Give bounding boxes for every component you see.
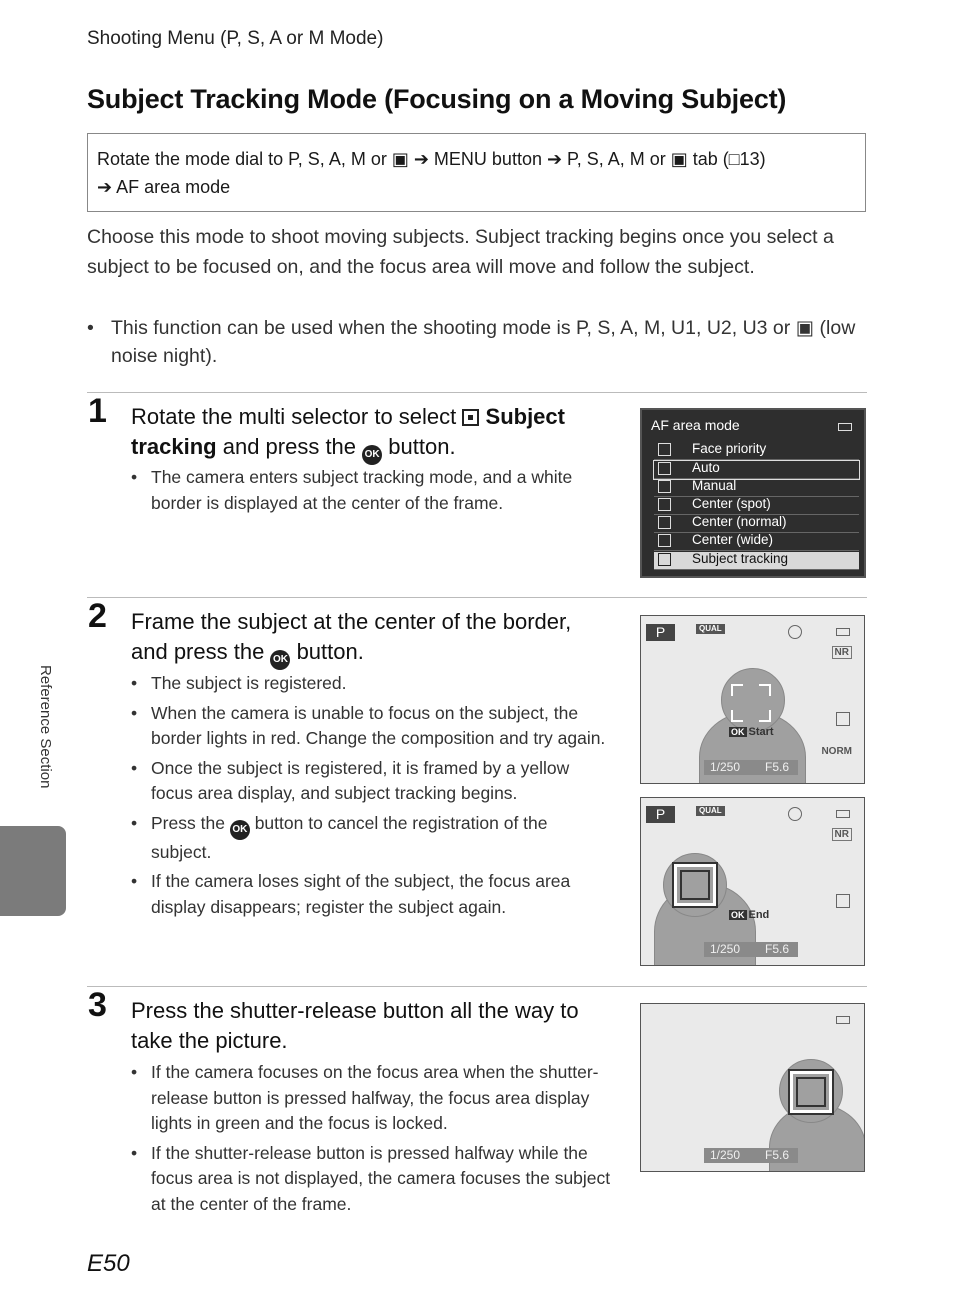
step-3-number: 3 [88, 986, 107, 1024]
menu-item-label: Manual [692, 478, 737, 493]
step-1-heading-post: and press the [222, 434, 357, 459]
af-menu-item-center-normal[interactable] [654, 515, 859, 533]
af-menu-item-center-wide[interactable] [654, 533, 859, 551]
list-item: • The camera enters subject tracking mode, and a white border is displayed at the center of the frame. [131, 465, 611, 516]
focus-area-inner [796, 1077, 826, 1107]
step-2-number: 2 [88, 597, 107, 635]
ok-badge: OK [731, 910, 745, 920]
aperture-value: F5.6 [765, 942, 790, 956]
aperture-value: F5.6 [765, 1148, 790, 1162]
af-menu-item-face-priority[interactable] [654, 442, 859, 460]
step-1-bullets [131, 465, 611, 520]
shutter-speed: 1/250 [710, 760, 741, 774]
manual-area-icon [658, 480, 671, 493]
af-area-icon [836, 894, 850, 908]
ok-button-icon: OK [270, 650, 290, 670]
af-menu-title: AF area mode [651, 417, 740, 433]
menu-item-label: Face priority [692, 441, 767, 456]
ok-button-icon: OK [362, 445, 382, 465]
navigation-path-line-1: Rotate the mode dial to P, S, A, M or ▣ ➔ MENU button ➔ P, S, A, M or ▣ tab (□13) [97, 149, 766, 169]
running-head: Shooting Menu (P, S, A or M Mode) [87, 28, 384, 49]
af-menu-item-center-spot[interactable] [654, 497, 859, 515]
shooting-mode-badge: P [646, 806, 675, 823]
step-1-heading-bold: Subject tracking [131, 404, 565, 459]
bullet-dot: • [87, 317, 94, 339]
exposure-readout [704, 1148, 798, 1163]
shooting-mode-badge: P [646, 624, 675, 641]
subject-head-silhouette [721, 668, 785, 732]
step-2-heading-end: button. [296, 639, 364, 664]
image-size-indicator: NORM [821, 746, 852, 757]
end-label: End [748, 909, 770, 921]
list-item: • The subject is registered. [131, 671, 611, 697]
af-area-icon [836, 712, 850, 726]
section-divider [87, 986, 867, 987]
subject-tracking-icon [658, 553, 671, 566]
auto-area-icon [658, 462, 671, 475]
exposure-readout [704, 942, 798, 957]
list-item [131, 811, 611, 866]
flash-icon [788, 807, 802, 821]
bullet-text-post: button to cancel the registration of the subject. [151, 812, 548, 862]
section-thumb-tab [0, 826, 66, 916]
center-spot-icon [658, 498, 671, 511]
focus-bracket-top-left [731, 684, 743, 696]
aperture-value: F5.6 [765, 760, 790, 774]
face-priority-icon [658, 443, 671, 456]
ok-end-prompt [729, 909, 769, 921]
battery-icon [836, 810, 850, 818]
shutter-speed: 1/250 [710, 1148, 741, 1162]
intro-bullet-text: This function can be used when the shooting mode is P, S, A, M, U1, U2, U3 or ▣ (low noise night). [111, 317, 856, 367]
page-number-value: 50 [103, 1250, 130, 1277]
flash-icon [788, 625, 802, 639]
reference-section-icon: E [87, 1250, 104, 1277]
navigation-path-box [87, 133, 866, 212]
af-menu-item-manual[interactable] [654, 479, 859, 497]
battery-icon [836, 1016, 850, 1024]
camera-screen-end [640, 797, 865, 966]
af-menu-item-auto[interactable] [654, 461, 859, 479]
step-2-bullets [131, 671, 611, 924]
step-1-number: 1 [88, 392, 107, 430]
step-2-heading-pre: Frame the subject at the center of the border, and press the [131, 609, 572, 664]
menu-item-label: Auto [692, 460, 720, 475]
step-3-heading: Press the shutter-release button all the way to take the picture. [131, 998, 579, 1053]
section-divider [87, 392, 867, 393]
start-label: Start [748, 726, 774, 738]
step-1-heading [131, 402, 611, 465]
subject-tracking-icon [462, 409, 479, 426]
camera-screen-start [640, 615, 865, 784]
step-2-heading [131, 607, 611, 670]
image-quality-badge: QUAL [696, 624, 725, 634]
menu-item-label: Center (spot) [692, 496, 771, 511]
section-divider [87, 597, 867, 598]
camera-screen-focus-locked [640, 1003, 865, 1172]
exposure-readout [704, 760, 798, 775]
battery-icon [838, 423, 852, 431]
focus-area-inner [680, 870, 710, 900]
noise-reduction-indicator: NR [832, 646, 852, 659]
focus-bracket-top-right [759, 684, 771, 696]
focus-bracket-bottom-left [731, 710, 743, 722]
list-item: • Once the subject is registered, it is framed by a yellow focus area display, and subject tracking begins. [131, 756, 611, 807]
step-1-heading-pre: Rotate the multi selector to select [131, 404, 457, 429]
list-item: • When the camera is unable to focus on the subject, the border lights in red. Change the composition and try again. [131, 701, 611, 752]
menu-item-label: Center (normal) [692, 514, 787, 529]
image-quality-badge: QUAL [696, 806, 725, 816]
step-1-heading-end: button. [388, 434, 456, 459]
af-menu-item-subject-tracking[interactable] [654, 552, 859, 570]
ok-start-prompt [729, 726, 774, 738]
noise-reduction-indicator: NR [832, 828, 852, 841]
list-item: • If the camera loses sight of the subject, the focus area display disappears; register the subject again. [131, 869, 611, 920]
center-wide-icon [658, 534, 671, 547]
ok-badge: OK [731, 727, 745, 737]
intro-paragraph: Choose this mode to shoot moving subjects. Subject tracking begins once you select a subject to be focused on, and the focus area will move and follow the subject. [87, 226, 834, 278]
center-normal-icon [658, 516, 671, 529]
side-section-label: Reference Section [37, 665, 54, 789]
menu-item-label: Subject tracking [692, 551, 789, 566]
battery-icon [836, 628, 850, 636]
page-title: Subject Tracking Mode (Focusing on a Moving Subject) [87, 84, 787, 114]
focus-bracket-bottom-right [759, 710, 771, 722]
navigation-path-line-2: ➔ AF area mode [97, 177, 231, 197]
list-item: • If the camera focuses on the focus area when the shutter-release button is pressed halfway, the focus area display lights in green and the focus is locked. [131, 1060, 611, 1137]
af-area-mode-menu [640, 408, 866, 578]
shutter-speed: 1/250 [710, 942, 741, 956]
list-item: • If the shutter-release button is pressed halfway while the focus area is not displayed, the camera focuses the subject at the center of the frame. [131, 1141, 611, 1218]
bullet-text-pre: Press the [151, 812, 225, 833]
page-number [87, 1250, 130, 1278]
step-3-bullets [131, 1060, 611, 1221]
menu-item-label: Center (wide) [692, 532, 774, 547]
ok-button-icon: OK [230, 820, 250, 840]
